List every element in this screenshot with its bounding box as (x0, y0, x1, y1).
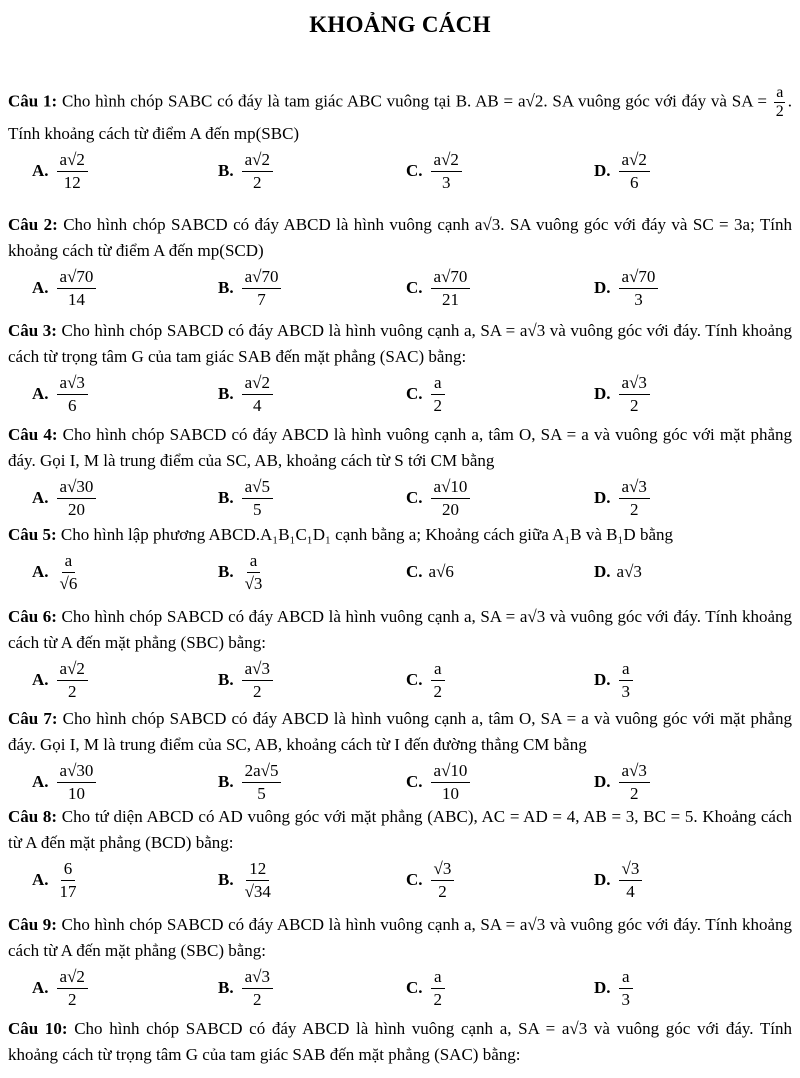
choice-row (8, 548, 792, 596)
choice-d[interactable]: D. $\frac{a√70}{3}$ (594, 264, 660, 312)
stem-text: và vuông góc với đáy. Tính khoảng cách từ trọng tâm G của tam giác SAB đến mặt phẳng (SAC) bằng: (8, 1019, 793, 1064)
choice-b[interactable]: B. $\frac{a√5}{5}$ (218, 474, 275, 522)
question-stem (8, 422, 792, 474)
stem-text: Cho hình chóp SABC có đáy là tam giác ABC vuông tại B. AB = (57, 91, 518, 111)
choice-row (8, 474, 792, 522)
choice-c[interactable]: C. $\frac{a√2}{3}$ (406, 147, 464, 195)
question-label: Câu 9: (8, 915, 57, 934)
choice-row (8, 147, 792, 195)
question-7 (8, 706, 792, 806)
stem-text: và vuông góc với đáy. Tính khoảng cách từ trọng tâm G của tam giác SAB đến mặt phẳng (SAC) bằng: (8, 321, 792, 366)
question-10 (8, 1016, 792, 1068)
question-3 (8, 318, 792, 418)
choice-d[interactable]: D. $\frac{a}{3}$ (594, 964, 635, 1012)
choice-c[interactable]: C. $\frac{a}{2}$ (406, 964, 447, 1012)
stem-text: Cho tứ diện ABCD có AD vuông góc với mặt phẳng (ABC), AC = AD = 4, AB = 3, BC = 5. Khoảng cách từ A đến mặt phẳng (BCD) bằng: (8, 807, 792, 852)
question-label: Câu 6: (8, 607, 57, 626)
question-stem (8, 604, 792, 656)
question-label: Câu 10: (8, 1019, 68, 1038)
question-8 (8, 804, 792, 904)
choice-d[interactable]: D. $\frac{a√3}{2}$ (594, 758, 652, 806)
choice-a[interactable]: A. $\frac{a}{√6}$ (32, 550, 78, 593)
choice-c[interactable]: C. $\frac{a√70}{21}$ (406, 264, 472, 312)
stem-text: . Tính khoảng cách từ điểm A đến mp(SBC) (8, 91, 792, 143)
choice-a[interactable]: A. $\frac{6}{17}$ (32, 858, 77, 901)
choice-b[interactable]: B. $\frac{a√3}{2}$ (218, 656, 275, 704)
choice-b[interactable]: B. $\frac{a√70}{7}$ (218, 264, 283, 312)
choice-row (8, 656, 792, 704)
choice-b[interactable]: B. $\frac{12}{√34}$ (218, 858, 271, 901)
stem-text: Cho hình lập phương ABCD.A₁B₁C₁D₁ cạnh bằng a; Khoảng cách giữa A₁B và B₁D bằng (56, 525, 674, 544)
question-1 (8, 84, 792, 195)
choice-b[interactable]: B. $\frac{2a√5}{5}$ (218, 758, 283, 806)
choice-c[interactable]: C. $\frac{a}{2}$ (406, 370, 447, 418)
question-stem (8, 84, 792, 147)
stem-text: Cho hình chóp SABCD có đáy ABCD là hình vuông cạnh a, (56, 607, 481, 626)
choice-c[interactable]: C. a√6 (406, 562, 454, 581)
choice-b[interactable]: B. $\frac{a}{√3}$ (218, 550, 263, 593)
choice-b[interactable]: B. $\frac{a√2}{2}$ (218, 147, 275, 195)
choice-c[interactable]: C. $\frac{a}{2}$ (406, 656, 447, 704)
choice-c[interactable]: C. $\frac{a√10}{10}$ (406, 758, 472, 806)
choice-a[interactable]: A. $\frac{a√70}{14}$ (32, 264, 98, 312)
question-label: Câu 7: (8, 709, 58, 728)
choice-d[interactable]: D. a√3 (594, 562, 642, 581)
choice-c[interactable]: C. $\frac{a√10}{20}$ (406, 474, 472, 522)
stem-text: Cho hình chóp SABCD có đáy ABCD là hình vuông cạnh a, tâm O, SA = a và vuông góc với mặt phẳng đáy. Gọi I, M là trung điểm của SC, AB, khoảng cách từ S tới CM bằng (8, 425, 792, 470)
choice-a[interactable]: A. $\frac{a√3}{6}$ (32, 370, 90, 418)
question-label: Câu 8: (8, 807, 58, 826)
question-6 (8, 604, 792, 704)
choice-b[interactable]: B. $\frac{a√2}{4}$ (218, 370, 275, 418)
question-label: Câu 4: (8, 425, 58, 444)
choice-row (8, 856, 792, 904)
question-stem (8, 706, 792, 758)
stem-text: Cho hình chóp SABCD có đáy ABCD là hình vuông cạnh a, (56, 321, 481, 340)
stem-math: a√3 (519, 915, 546, 934)
question-stem (8, 804, 792, 856)
stem-text: Cho hình chóp SABCD có đáy ABCD là hình vuông cạnh (57, 215, 475, 234)
choice-d[interactable]: D. $\frac{a√3}{2}$ (594, 370, 652, 418)
choice-c[interactable]: C. $\frac{√3}{2}$ (406, 856, 456, 904)
choice-d[interactable]: D. $\frac{a√3}{2}$ (594, 474, 652, 522)
stem-math: SA = a√3 (480, 607, 546, 626)
stem-text: Cho hình chóp SABCD có đáy ABCD là hình vuông cạnh a, SA = (67, 1019, 562, 1038)
choice-row (8, 758, 792, 806)
question-stem (8, 522, 792, 548)
question-stem (8, 318, 792, 370)
stem-fraction: $\frac{a}{2}$ (775, 84, 784, 120)
stem-math: a√3 (474, 215, 501, 234)
choice-row (8, 964, 792, 1012)
choice-b[interactable]: B. $\frac{a√3}{2}$ (218, 964, 275, 1012)
question-2 (8, 212, 792, 312)
page-title: KHOẢNG CÁCH (309, 12, 491, 37)
choice-row (8, 264, 792, 312)
question-label: Câu 5: (8, 525, 57, 544)
question-label: Câu 2: (8, 215, 58, 234)
question-stem (8, 1016, 792, 1068)
stem-text: và vuông góc với đáy. Tính khoảng cách từ A đến mặt phẳng (SBC) bằng: (8, 607, 792, 652)
question-9 (8, 912, 792, 1012)
stem-text: Cho hình chóp SABCD có đáy ABCD là hình vuông cạnh a, tâm O, SA = a và vuông góc với mặt phẳng đáy. Gọi I, M là trung điểm của SC, AB, khoảng cách từ I đến đường thẳng CM bằng (8, 709, 792, 754)
choice-a[interactable]: A. $\frac{a√30}{20}$ (32, 474, 98, 522)
stem-text: Cho hình chóp SABCD có đáy ABCD là hình vuông cạnh a, SA = (56, 915, 520, 934)
choice-a[interactable]: A. $\frac{a√2}{12}$ (32, 147, 90, 195)
stem-text: . SA vuông góc với đáy và SA = (543, 91, 772, 111)
choice-d[interactable]: D. $\frac{a√2}{6}$ (594, 147, 652, 195)
question-5 (8, 522, 792, 596)
choice-a[interactable]: A. $\frac{a√30}{10}$ (32, 758, 98, 806)
choice-row (8, 370, 792, 418)
question-label: Câu 3: (8, 321, 57, 340)
question-stem (8, 912, 792, 964)
choice-d[interactable]: D. $\frac{a}{3}$ (594, 656, 635, 704)
stem-text: . SA vuông góc với đáy và SC = 3a; Tính khoảng cách từ điểm A đến mp(SCD) (8, 215, 792, 260)
stem-math: a√2 (517, 91, 544, 111)
stem-text: và vuông góc với đáy. Tính khoảng cách từ A đến mặt phẳng (SBC) bằng: (8, 915, 793, 960)
stem-math: a√3 (561, 1019, 588, 1038)
question-label: Câu 1: (8, 91, 58, 111)
question-4 (8, 422, 792, 522)
choice-d[interactable]: D. $\frac{√3}{4}$ (594, 856, 644, 904)
choice-a[interactable]: A. $\frac{a√2}{2}$ (32, 656, 90, 704)
choice-a[interactable]: A. $\frac{a√2}{2}$ (32, 964, 90, 1012)
stem-math: SA = a√3 (480, 321, 546, 340)
question-stem (8, 212, 792, 264)
